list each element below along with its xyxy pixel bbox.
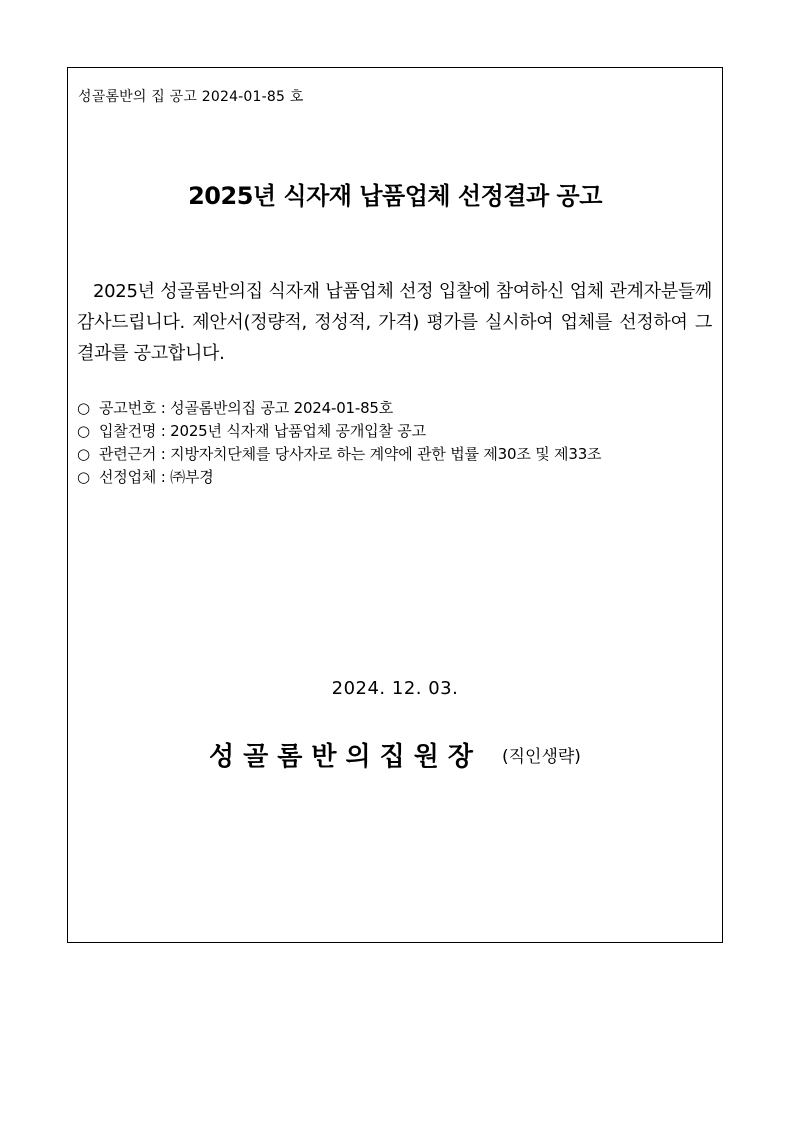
circle-bullet-icon: ○ [77,422,90,440]
item-text: 공고번호 : 성골롬반의집 공고 2024-01-85호 [99,399,394,417]
list-item [77,397,718,420]
circle-bullet-icon: ○ [77,399,90,417]
issuer-name: 성골롬반의집원장 [209,742,482,772]
signature-block [68,736,722,773]
item-text: 입찰건명 : 2025년 식자재 납품업체 공개입찰 공고 [99,422,426,440]
list-item [77,443,718,466]
notice-number: 성골롬반의 집 공고 2024-01-85 호 [78,89,304,105]
item-text: 관련근거 : 지방자치단체를 당사자로 하는 계약에 관한 법률 제30조 및 제33조 [99,445,602,463]
item-text: 선정업체 : ㈜부경 [99,468,214,486]
list-item [77,420,718,443]
notice-date: 2024. 12. 03. [331,678,459,699]
document-frame [67,67,723,943]
body-paragraph: 2025년 성골롬반의집 식자재 납품업체 선정 입찰에 참여하신 업체 관계자분들께 감사드립니다. 제안서(정량적, 정성적, 가격) 평가를 실시하여 업체를 선정하여 그 결과를 공고합니다. [77,281,712,364]
seal-omitted-note: (직인생략) [501,747,581,767]
detail-list [77,397,718,489]
circle-bullet-icon: ○ [77,468,90,486]
document-title: 2025년 식자재 납품업체 선정결과 공고 [188,182,602,210]
list-item [77,466,718,489]
circle-bullet-icon: ○ [77,445,90,463]
